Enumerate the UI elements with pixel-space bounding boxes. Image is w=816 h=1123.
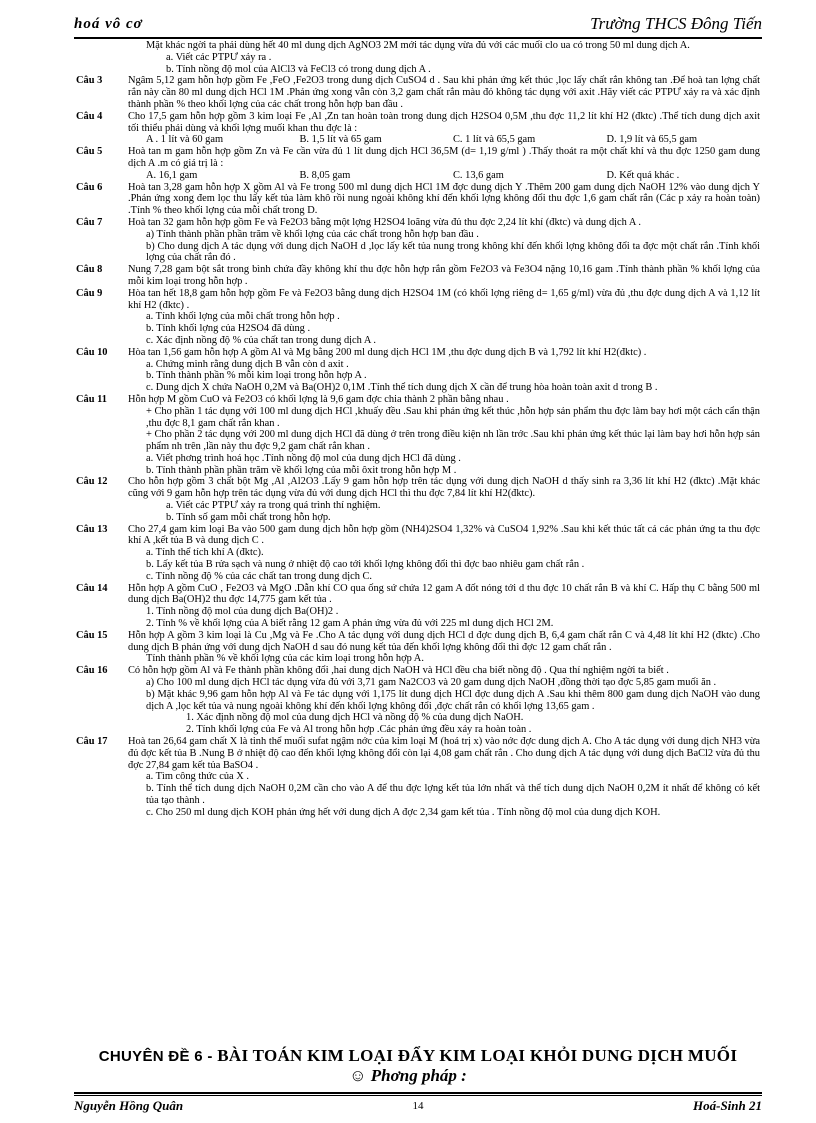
line-text: Hỗn hợp A gồm 3 kim loại là Cu ,Mg và Fe .Cho A tác dụng với dung dịch HCl d đợc dung dịch B, 6,4 gam chất rắn C và 4,48 lít khí H2 (đktc) .Cho dung dịch B phản ứng với dung dịch NaOH d sau đó nung kết tủa đến khối lợng không đổi thì đợc 12 gam chất rắn . — [128, 629, 760, 653]
line-text: Mặt khác ngời ta phải dùng hết 40 ml dung dịch AgNO3 2M mới tác dụng vừa đủ với các muối clo ua có trong 50 ml dung dịch A. — [146, 40, 690, 51]
question — [76, 288, 760, 312]
question — [76, 111, 760, 135]
question-label: Câu 5 — [76, 146, 103, 158]
sub-item — [76, 465, 760, 477]
footer-rule — [74, 1092, 762, 1094]
question — [76, 217, 760, 229]
line-text: c. Cho 250 ml dung dịch KOH phản ứng hết với dung dịch A đợc 2,34 gam kết tủa . Tính nồng độ mol của dung dịch KOH. — [146, 806, 661, 818]
sub-item — [76, 500, 760, 512]
line-text: + Cho phần 2 tác dụng với 200 ml dung dịch HCl đã dùng ở trên trong điều kiện nh lần trớc .Sau khi phản ứng kết thúc lại làm bay hơi hỗn hợp sản phẩm nh trên ,lần này thu đợc 9,2 gam chất rắn khan . — [146, 429, 760, 453]
answer-option: A. 16,1 gam — [146, 169, 198, 181]
line-text: b) Mặt khác 9,96 gam hỗn hợp Al và Fe tác dụng với 1,175 lít dung dịch HCl đợc dung dịch A .Sau khi thêm 800 gam dung dịch NaOH vào dung dịch A ,lọc kết tủa và nung ngoài không khí đến khối lợng không đổi ,đợc chất rắn có khối lợng 13,65 gam . — [146, 688, 760, 712]
line-text: Hỗn hợp A gồm CuO , Fe2O3 và MgO .Dẫn khí CO qua ống sứ chứa 12 gam A đốt nóng tới d thu đợc 10 chất rắn B và khí C. Hấp thụ C bằng 500 ml dung dịch Ba(OH)2 thu đợc 14,775 gam kết tủa . — [128, 582, 760, 606]
header-subject: hoá vô cơ — [74, 16, 143, 32]
question — [76, 665, 760, 677]
line-text: a. Viết phơng trình hoá học .Tính nồng độ mol của dung dịch HCl đã dùng . — [146, 452, 461, 464]
footer-author: Nguyễn Hồng Quân — [74, 1098, 184, 1113]
exercise-list — [76, 40, 760, 819]
sub-item — [76, 689, 760, 713]
sub-item — [76, 453, 760, 465]
question-label: Câu 6 — [76, 181, 103, 193]
line-text: c. Dung dịch X chứa NaOH 0,2M và Ba(OH)2 0,1M .Tính thể tích dung dịch X cần để trung hòa hoàn toàn axit d trong B . — [146, 382, 658, 394]
line-text: Hòa tan hết 18,8 gam hỗn hợp gồm Fe và Fe2O3 bằng dung dịch H2SO4 1M (có khối lợng riêng d= 1,65 g/ml) vừa đủ ,thu đợc dung dịch A và 1,12 lít khí H2 (đktc) . — [128, 287, 760, 311]
question-label: Câu 11 — [76, 393, 107, 405]
sub-item — [76, 406, 760, 430]
question — [76, 524, 760, 548]
line-text: Hoà tan m gam hỗn hợp gồm Zn và Fe cần vừa đủ 1 lít dung dịch HCl 36,5M (d= 1,19 g/ml ) .Thấy thoát ra một chất khí và thu đợc 1250 gam dung dịch A .m có giá trị là : — [128, 146, 760, 169]
sub-item — [76, 771, 760, 783]
sub-item — [76, 382, 760, 394]
header-school: Trường THCS Đông Tiến — [590, 14, 762, 33]
sub-item — [76, 618, 760, 630]
chapter-heading — [76, 1046, 760, 1066]
footer-class: Hoá-Sinh 21 — [693, 1098, 762, 1113]
question — [76, 182, 760, 217]
line-text: Tính thành phần % về khối lợng của các kim loại trong hỗn hợp A. — [146, 653, 424, 665]
chapter-title: BÀI TOÁN KIM LOẠI ĐẨY KIM LOẠI KHỎI DUNG DỊCH MUỐI — [217, 1046, 738, 1065]
line-text: + Cho phần 1 tác dụng với 100 ml dung dịch HCl ,khuấy đều .Sau khi phản ứng kết thúc ,hỗn hợp sản phẩm thu đợc làm bay hơi một cách cẩn thận ,thu đợc 8,1 gam chất rắn khan . — [146, 405, 760, 429]
line-text: b. Tính thể tích dung dịch NaOH 0,2M cần cho vào A để thu đợc lợng kết tủa lớn nhất và thể tích dung dịch NaOH 0,2M ít nhất để không có kết tủa tạo thành . — [146, 783, 760, 806]
question — [76, 736, 760, 771]
answer-option: B. 8,05 gam — [299, 169, 351, 181]
sub-item — [76, 229, 760, 241]
question-label: Câu 15 — [76, 629, 108, 641]
question-label: Câu 8 — [76, 264, 103, 276]
line-text: b. Tính khối lợng của H2SO4 đã dùng . — [146, 323, 311, 335]
sub-item — [76, 429, 760, 453]
line-text: Cho hỗn hợp gồm 3 chất bột Mg ,Al ,Al2O3 .Lấy 9 gam hỗn hợp trên tác dụng với dung dịch NaOH d thấy sinh ra 3,36 lít khí H2 (đktc) .Mặt khác cũng với 9 gam hỗn hợp trên tác dụng vừa đủ với dung dịch HCl thì thu đợc 7,84 lít khí H2(đktc). — [128, 476, 760, 500]
line-text: Hòa tan 1,56 gam hỗn hợp A gồm Al và Mg bằng 200 ml dung dịch HCl 1M ,thu đợc dung dịch B và 1,792 lít khí H2(đktc) . — [128, 346, 647, 358]
line-text: Cho 17,5 gam hỗn hợp gồm 3 kim loại Fe ,Al ,Zn tan hoàn toàn trong dung dịch H2SO4 0,5M ,thu đợc 11,2 lít khí H2 (đktc) .Thể tích dung dịch axit tối thiểu phải dùng và khối lợng muối khan thu đợc là : — [128, 110, 760, 134]
line-text: 2. Tính khối lợng của Fe và Al trong hỗn hợp .Các phản ứng đều xảy ra hoàn toàn . — [186, 724, 532, 736]
line-text: Hoà tan 26,64 gam chất X là tinh thể muối sufat ngậm nớc của kim loại M (hoá trị x) vào nớc đợc dung dịch A. Cho A tác dụng với dung dịch NH3 vừa đủ đợc kết tủa B .Nung B ở nhiệt độ cao đến khối lợng không đổi còn lại 4,08 gam chất rắn . Cho dung dịch A tác dụng với dung dịch BaCl2 vừa đủ thu đợc 27,84 gam kết tủa BaSO4 . — [128, 736, 760, 771]
sub-item — [76, 311, 760, 323]
question-label: Câu 16 — [76, 665, 108, 677]
page-footer — [74, 1096, 762, 1118]
answer-option: A . 1 lít và 60 gam — [146, 134, 224, 146]
sub-item — [76, 783, 760, 807]
page-number: 14 — [412, 1100, 424, 1112]
sub-item — [76, 807, 760, 819]
line-text: c. Xác định nồng độ % của chất tan trong dung dịch A . — [146, 334, 376, 346]
sub-item — [76, 40, 760, 52]
answer-options — [76, 134, 760, 146]
sub-item — [76, 724, 760, 736]
line-text: a. Viết các PTPƯ xảy ra . — [166, 51, 272, 63]
line-text: b. Tính thành phần phần trăm về khối lợng của mỗi ôxit trong hỗn hợp M . — [146, 464, 457, 476]
line-text: b. Lấy kết tủa B rửa sạch và nung ở nhiệt độ cao tới khối lợng không đổi thì đợc bao nhiêu gam chất rắn . — [146, 559, 585, 571]
sub-item — [76, 547, 760, 559]
line-text: b. Tính nồng độ mol của AlCl3 và FeCl3 có trong dung dịch A . — [166, 63, 431, 75]
sub-item — [76, 64, 760, 76]
question — [76, 146, 760, 170]
sub-item — [76, 606, 760, 618]
line-text: b. Tính số gam mỗi chất trong hỗn hợp. — [166, 511, 331, 523]
line-text: b. Tính thành phần % mỗi kim loại trong hỗn hợp A . — [146, 370, 367, 382]
question-label: Câu 7 — [76, 216, 103, 228]
line-text: 2. Tính % về khối lợng của A biết rằng 12 gam A phản ứng vừa đủ với 225 ml dung dịch HCl 2M. — [146, 618, 554, 630]
line-text: a. Viết các PTPƯ xảy ra trong quá trình thí nghiệm. — [166, 500, 381, 512]
line-text: a. Tính thể tích khí A (đktc). — [146, 547, 264, 559]
line-text: Ngâm 5,12 gam hỗn hợp gồm Fe ,FeO ,Fe2O3 trong dung dịch CuSO4 d . Sau khi phản ứng kết thúc ,lọc lấy chất rắn không tan .Để hoà tan lợng chất rắn này cần 80 ml dung dịch HCl 1M .Phản ứng xong vẫn còn 3,2 gam chất rắn màu đỏ không tác dụng với axit .Hãy viết các PTPƯ xảy ra và xác định thành phần % theo khối lợng của các chất trong hỗn hợp ban đầu . — [128, 75, 760, 110]
question-label: Câu 9 — [76, 287, 103, 299]
chapter-prefix: CHUYÊN ĐỀ 6 - — [98, 1048, 213, 1065]
line-text: a) Tính thành phần phần trăm về khối lợng của các chất trong hỗn hợp ban đầu . — [146, 228, 479, 240]
page-header — [74, 14, 762, 38]
question — [76, 630, 760, 654]
line-text: Hoà tan 3,28 gam hỗn hợp X gồm Al và Fe trong 500 ml dung dịch HCl 1M đợc dung dịch Y .Thêm 200 gam dung dịch NaOH 12% vào dung dịch Y .Phản ứng xong đem lọc thu lấy kết tủa làm khô rồi nung ngoài không khí đến khối lợng không đổi thu đợc 1,6 gam chất rắn (Các p xảy ra hoàn toàn) .Tính % theo khối lợng của mỗi chất trong D. — [128, 181, 760, 217]
sub-item — [76, 571, 760, 583]
question — [76, 264, 760, 288]
question — [76, 476, 760, 500]
sub-item — [76, 653, 760, 665]
line-text: Hỗn hợp M gồm CuO và Fe2O3 có khối lợng là 9,6 gam đợc chia thành 2 phần bằng nhau . — [128, 393, 509, 405]
line-text: a. Tính khối lợng của mỗi chất trong hỗn hợp . — [146, 311, 340, 323]
answer-option: C. 1 lít và 65,5 gam — [453, 134, 536, 146]
question — [76, 583, 760, 607]
question-label: Câu 14 — [76, 582, 108, 594]
question-label: Câu 4 — [76, 110, 103, 122]
method-heading: ☺ Phơng pháp : — [349, 1066, 467, 1085]
question-label: Câu 17 — [76, 736, 108, 748]
sub-item — [76, 559, 760, 571]
line-text: c. Tính nồng độ % của các chất tan trong dung dịch C. — [146, 570, 373, 582]
line-text: a. Tìm công thức của X . — [146, 771, 249, 783]
line-text: 1. Tính nồng độ mol của dung dịch Ba(OH)2 . — [146, 606, 339, 618]
sub-item — [76, 323, 760, 335]
sub-item — [76, 677, 760, 689]
line-text: Có hỗn hợp gồm Al và Fe thành phần không đổi ,hai dung dịch NaOH và HCl đều cha biết nồng độ . Qua thí nghiệm ngời ta biết . — [128, 665, 669, 677]
question — [76, 394, 760, 406]
answer-option: D. 1,9 lít và 65,5 gam — [606, 134, 698, 146]
question-label: Câu 13 — [76, 523, 108, 535]
line-text: Hoà tan 32 gam hỗn hợp gồm Fe và Fe2O3 bằng một lợng H2SO4 loãng vừa đủ thu đợc 2,24 lít khí (đktc) và dung dịch A . — [128, 216, 642, 228]
sub-item — [76, 712, 760, 724]
question — [76, 347, 760, 359]
sub-item — [76, 52, 760, 64]
line-text: 1. Xác định nồng độ mol của dung dịch HCl và nồng độ % của dung dịch NaOH. — [186, 712, 524, 724]
header-rule — [74, 37, 762, 39]
answer-option: C. 13,6 gam — [453, 169, 504, 181]
sub-item — [76, 359, 760, 371]
answer-option: D. Kết quả khác . — [606, 169, 680, 181]
line-text: a) Cho 100 ml dung dịch HCl tác dụng vừa đủ với 3,71 gam Na2CO3 và 20 gam dung dịch NaOH ,đồng thời tạo đợc 5,85 gam muối ăn . — [146, 677, 717, 689]
line-text: a. Chứng minh rằng dung dịch B vẫn còn d axit . — [146, 358, 349, 370]
question-label: Câu 10 — [76, 346, 108, 358]
question — [76, 75, 760, 110]
question-label: Câu 3 — [76, 75, 103, 87]
answer-options — [76, 170, 760, 182]
question-label: Câu 12 — [76, 476, 108, 488]
line-text: b) Cho dung dịch A tác dụng với dung dịch NaOH d ,lọc lấy kết tủa nung trong không khí đến khối lợng không đổi ta đợc một chất rắn .Tính khối lợng của chất rắn đó . — [146, 240, 760, 264]
line-text: Cho 27,4 gam kim loại Ba vào 500 gam dung dịch hỗn hợp gồm (NH4)2SO4 1,32% và CuSO4 1,92% .Sau khi kết thúc tất cả các phản ứng ta thu đợc khí A ,kết tủa B và dung dịch C . — [128, 523, 760, 547]
sub-item — [76, 335, 760, 347]
sub-item — [76, 512, 760, 524]
line-text: Nung 7,28 gam bột sắt trong bình chứa đầy không khí thu đợc hỗn hợp rắn gồm Fe2O3 và Fe3O4 nặng 10,16 gam .Tính thành phần % khối lợng của mỗi kim loại trong hỗn hợp . — [128, 264, 760, 287]
sub-item — [76, 370, 760, 382]
sub-item — [76, 241, 760, 265]
answer-option: B. 1,5 lít và 65 gam — [299, 134, 382, 146]
